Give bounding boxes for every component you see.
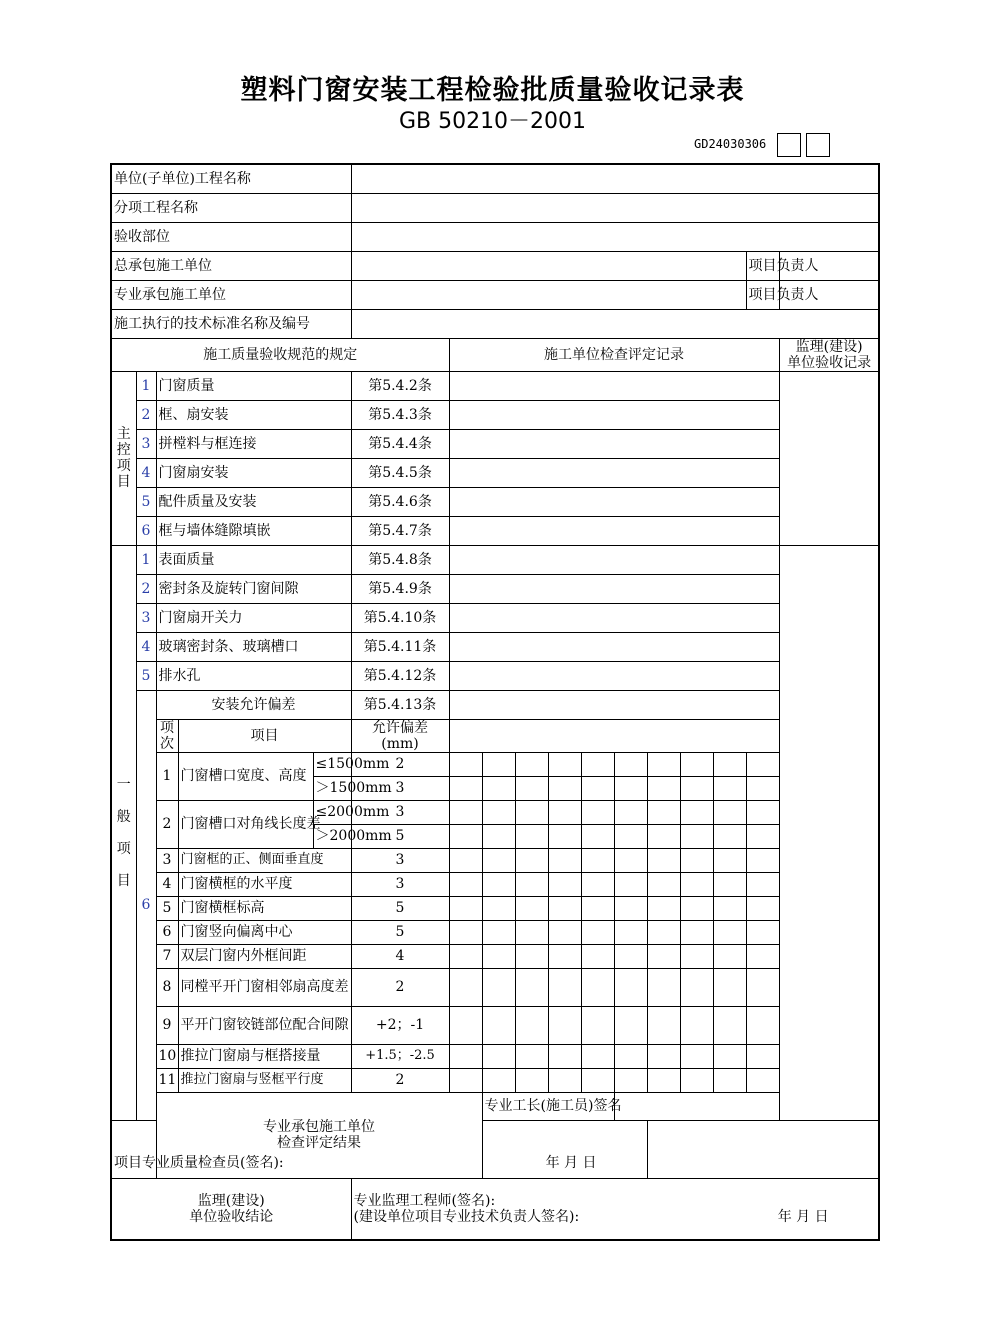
measure-cell[interactable] xyxy=(647,896,680,920)
main-item-no: 6 xyxy=(136,516,156,545)
measure-cell[interactable] xyxy=(581,968,614,1006)
measure-cell[interactable] xyxy=(581,752,614,776)
measure-cell[interactable] xyxy=(482,968,515,1006)
label-acceptance-part: 验收部位 xyxy=(111,222,351,251)
dev-value: +2；-1 xyxy=(351,1006,449,1044)
measure-cell[interactable] xyxy=(713,1068,746,1092)
measure-cell[interactable] xyxy=(680,848,713,872)
dev-item: 双层门窗内外框间距 xyxy=(178,944,351,968)
dev-value: 5 xyxy=(351,920,449,944)
measure-cell[interactable] xyxy=(515,800,548,824)
col-seq-header: 项次 xyxy=(156,719,178,752)
dev-value: 2 xyxy=(351,968,449,1006)
measure-cell[interactable] xyxy=(548,1006,581,1044)
measure-cell[interactable] xyxy=(680,968,713,1006)
measure-cell[interactable] xyxy=(713,848,746,872)
foreman-signature[interactable] xyxy=(614,1092,779,1120)
general-item-record[interactable] xyxy=(449,632,779,661)
measure-cell[interactable] xyxy=(449,1068,482,1092)
dev-item: 门窗框的正、侧面垂直度 xyxy=(178,848,351,872)
measure-cell[interactable] xyxy=(449,1044,482,1068)
dev-value: 5 xyxy=(351,824,449,848)
measure-cell[interactable] xyxy=(680,1006,713,1044)
measure-cell[interactable] xyxy=(548,896,581,920)
dev-item: 门窗横框标高 xyxy=(178,896,351,920)
general-item-clause: 第5.4.9条 xyxy=(351,574,449,603)
measure-cell[interactable] xyxy=(680,1068,713,1092)
deviation-clause: 第5.4.13条 xyxy=(351,690,449,719)
measure-cell[interactable] xyxy=(746,896,779,920)
measure-cell[interactable] xyxy=(746,1068,779,1092)
general-item-record[interactable] xyxy=(449,574,779,603)
measure-cell[interactable] xyxy=(482,1006,515,1044)
measure-cell[interactable] xyxy=(515,848,548,872)
foreman-label: 专业工长(施工员)签名 xyxy=(482,1092,614,1120)
label-general-contractor: 总承包施工单位 xyxy=(111,251,351,280)
measure-cell[interactable] xyxy=(647,944,680,968)
main-item-name: 配件质量及安装 xyxy=(156,487,351,516)
measure-cell[interactable] xyxy=(680,800,713,824)
dev-seq: 10 xyxy=(156,1044,178,1068)
measure-cell[interactable] xyxy=(614,1006,647,1044)
measure-cell[interactable] xyxy=(680,824,713,848)
main-item-no: 1 xyxy=(136,371,156,400)
header-spec: 施工质量验收规范的规定 xyxy=(111,338,449,371)
standard-code: GB 50210－2001 xyxy=(398,109,587,134)
dev-item: 同樘平开门窗相邻扇高度差 xyxy=(178,968,351,1006)
general-item-clause: 第5.4.12条 xyxy=(351,661,449,690)
measure-cell[interactable] xyxy=(482,752,515,776)
main-item-record[interactable] xyxy=(449,429,779,458)
main-control-label: 主 控 项 目 xyxy=(111,371,136,545)
measure-cell[interactable] xyxy=(515,896,548,920)
measure-cell[interactable] xyxy=(548,776,581,800)
main-item-name: 框与墙体缝隙填嵌 xyxy=(156,516,351,545)
measure-cell[interactable] xyxy=(515,776,548,800)
deviation-name: 安装允许偏差 xyxy=(156,690,351,719)
label-unit-project: 单位(子单位)工程名称 xyxy=(111,164,351,193)
measure-cell[interactable] xyxy=(449,968,482,1006)
dev-value: 2 xyxy=(351,1068,449,1092)
dev-value: 3 xyxy=(351,800,449,824)
col-allow-header: 允许偏差 (mm) xyxy=(351,719,449,752)
measure-cell[interactable] xyxy=(647,848,680,872)
measure-cell[interactable] xyxy=(581,1068,614,1092)
measure-cell[interactable] xyxy=(515,920,548,944)
measure-cell[interactable] xyxy=(746,776,779,800)
measure-cell[interactable] xyxy=(614,944,647,968)
dev-value: +1.5；-2.5 xyxy=(351,1044,449,1068)
general-item-record[interactable] xyxy=(449,661,779,690)
supervisor-labels: 专业监理工程师(签名): (建设单位项目专业技术负责人签名): xyxy=(353,1192,580,1225)
measure-cell[interactable] xyxy=(713,944,746,968)
measure-cell[interactable] xyxy=(482,1044,515,1068)
measure-cell[interactable] xyxy=(581,872,614,896)
label-project-manager-1: 项目负责人 xyxy=(746,251,779,280)
general-item-no: 3 xyxy=(136,603,156,632)
measure-cell[interactable] xyxy=(449,896,482,920)
general-supervisor-record[interactable] xyxy=(779,545,879,1120)
label-specialty-contractor: 专业承包施工单位 xyxy=(111,280,351,309)
measure-cell[interactable] xyxy=(515,1044,548,1068)
measure-cell[interactable] xyxy=(746,944,779,968)
general-item-clause: 第5.4.11条 xyxy=(351,632,449,661)
general-item-clause: 第5.4.8条 xyxy=(351,545,449,574)
measure-cell[interactable] xyxy=(482,848,515,872)
inspector-area[interactable] xyxy=(111,1120,647,1148)
measure-cell[interactable] xyxy=(680,752,713,776)
measure-cell[interactable] xyxy=(482,1068,515,1092)
dev-item: 门窗竖向偏离中心 xyxy=(178,920,351,944)
measure-cell[interactable] xyxy=(614,920,647,944)
main-item-record[interactable] xyxy=(449,400,779,429)
main-item-clause: 第5.4.2条 xyxy=(351,371,449,400)
measure-cell[interactable] xyxy=(581,944,614,968)
measure-cell[interactable] xyxy=(515,968,548,1006)
label-subitem-project: 分项工程名称 xyxy=(111,193,351,222)
page-title: 塑料门窗安装工程检验批质量验收记录表 xyxy=(240,75,745,106)
measure-cell[interactable] xyxy=(482,776,515,800)
dev-value: 3 xyxy=(351,848,449,872)
dev-seq: 8 xyxy=(156,968,178,1006)
measure-cell[interactable] xyxy=(548,800,581,824)
main-item-clause: 第5.4.5条 xyxy=(351,458,449,487)
measure-cell[interactable] xyxy=(548,872,581,896)
measure-cell[interactable] xyxy=(713,968,746,1006)
measure-cell[interactable] xyxy=(647,1006,680,1044)
field-tech-standard[interactable] xyxy=(351,309,879,338)
measure-cell[interactable] xyxy=(515,944,548,968)
measure-cell[interactable] xyxy=(614,848,647,872)
general-item-name: 密封条及旋转门窗间隙 xyxy=(156,574,351,603)
general-item-no: 4 xyxy=(136,632,156,661)
dev-item: 推拉门窗扇与竖框平行度 xyxy=(178,1068,351,1092)
measure-cell[interactable] xyxy=(746,1006,779,1044)
measure-cell[interactable] xyxy=(482,872,515,896)
dev-item: 门窗槽口宽度、高度 xyxy=(178,752,313,800)
dev-seq: 9 xyxy=(156,1006,178,1044)
measure-cell[interactable] xyxy=(680,920,713,944)
measure-cell[interactable] xyxy=(713,800,746,824)
measure-cell[interactable] xyxy=(614,896,647,920)
main-item-record[interactable] xyxy=(449,458,779,487)
measure-cell[interactable] xyxy=(482,896,515,920)
main-item-clause: 第5.4.6条 xyxy=(351,487,449,516)
measure-cell[interactable] xyxy=(746,824,779,848)
measure-cell[interactable] xyxy=(581,824,614,848)
dev-seq: 7 xyxy=(156,944,178,968)
measure-cell[interactable] xyxy=(713,896,746,920)
inspector-label: 项目专业质量检查员(签名): xyxy=(114,1154,284,1171)
main-item-name: 门窗扇安装 xyxy=(156,458,351,487)
dev-item: 推拉门窗扇与框搭接量 xyxy=(178,1044,351,1068)
main-item-clause: 第5.4.7条 xyxy=(351,516,449,545)
measure-cell[interactable] xyxy=(746,872,779,896)
main-item-name: 门窗质量 xyxy=(156,371,351,400)
dev-value: 4 xyxy=(351,944,449,968)
main-item-no: 3 xyxy=(136,429,156,458)
record-form xyxy=(110,163,880,1241)
measure-cell[interactable] xyxy=(548,968,581,1006)
measure-cell[interactable] xyxy=(746,752,779,776)
dev-sub: ≤2000mm xyxy=(313,800,351,824)
measure-cell[interactable] xyxy=(614,800,647,824)
measure-cell[interactable] xyxy=(449,944,482,968)
deviation-no: 6 xyxy=(136,690,156,1120)
general-item-record[interactable] xyxy=(449,545,779,574)
measure-cell[interactable] xyxy=(449,848,482,872)
measure-cell[interactable] xyxy=(713,824,746,848)
main-item-record[interactable] xyxy=(449,371,779,400)
measure-cell[interactable] xyxy=(581,776,614,800)
dev-item: 门窗横框的水平度 xyxy=(178,872,351,896)
dev-sub: ＞2000mm xyxy=(313,824,351,848)
measure-cell[interactable] xyxy=(647,920,680,944)
measure-cell[interactable] xyxy=(713,920,746,944)
measure-cell[interactable] xyxy=(482,920,515,944)
measure-cell[interactable] xyxy=(746,848,779,872)
main-item-clause: 第5.4.4条 xyxy=(351,429,449,458)
code-box-2[interactable] xyxy=(806,133,830,157)
main-item-no: 4 xyxy=(136,458,156,487)
dev-seq: 2 xyxy=(156,800,178,848)
supervisor-conclusion-label: 监理(建设) 单位验收结论 xyxy=(111,1178,351,1240)
general-item-clause: 第5.4.10条 xyxy=(351,603,449,632)
dev-seq: 4 xyxy=(156,872,178,896)
general-item-name: 排水孔 xyxy=(156,661,351,690)
measure-cell[interactable] xyxy=(746,800,779,824)
measure-cell[interactable] xyxy=(680,1044,713,1068)
general-item-no: 1 xyxy=(136,545,156,574)
dev-value: 2 xyxy=(351,752,449,776)
measure-cell[interactable] xyxy=(614,872,647,896)
measure-cell[interactable] xyxy=(647,824,680,848)
measure-cell[interactable] xyxy=(647,752,680,776)
main-item-no: 5 xyxy=(136,487,156,516)
measure-cell[interactable] xyxy=(680,776,713,800)
measure-cell[interactable] xyxy=(449,800,482,824)
measure-cell[interactable] xyxy=(449,920,482,944)
measure-cell[interactable] xyxy=(746,1044,779,1068)
measure-cell[interactable] xyxy=(581,920,614,944)
measure-cell[interactable] xyxy=(680,896,713,920)
inspector-date: 年 月 日 xyxy=(545,1154,597,1171)
col-measure-header xyxy=(449,719,779,752)
measure-cell[interactable] xyxy=(548,1044,581,1068)
measure-cell[interactable] xyxy=(614,1068,647,1092)
main-item-no: 2 xyxy=(136,400,156,429)
measure-cell[interactable] xyxy=(581,800,614,824)
measure-cell[interactable] xyxy=(647,968,680,1006)
dev-item: 平开门窗铰链部位配合间隙 xyxy=(178,1006,351,1044)
measure-cell[interactable] xyxy=(713,1044,746,1068)
dev-seq: 11 xyxy=(156,1068,178,1092)
measure-cell[interactable] xyxy=(449,1006,482,1044)
measure-cell[interactable] xyxy=(581,1044,614,1068)
form-code: GD24030306 xyxy=(694,137,767,151)
measure-cell[interactable] xyxy=(746,968,779,1006)
measure-cell[interactable] xyxy=(647,872,680,896)
measure-cell[interactable] xyxy=(680,944,713,968)
header-contractor-record: 施工单位检查评定记录 xyxy=(449,338,779,371)
contractor-result-label: 专业承包施工单位 检查评定结果 xyxy=(156,1092,482,1178)
measure-cell[interactable] xyxy=(548,752,581,776)
label-project-manager-2: 项目负责人 xyxy=(746,280,779,309)
measure-cell[interactable] xyxy=(548,944,581,968)
deviation-record[interactable] xyxy=(449,690,779,719)
field-acceptance-part[interactable] xyxy=(351,222,879,251)
general-item-no: 2 xyxy=(136,574,156,603)
dev-value: 3 xyxy=(351,872,449,896)
measure-cell[interactable] xyxy=(614,752,647,776)
measure-cell[interactable] xyxy=(515,872,548,896)
general-item-name: 玻璃密封条、玻璃槽口 xyxy=(156,632,351,661)
measure-cell[interactable] xyxy=(614,968,647,1006)
measure-cell[interactable] xyxy=(515,1006,548,1044)
measure-cell[interactable] xyxy=(515,752,548,776)
measure-cell[interactable] xyxy=(515,824,548,848)
dev-seq: 6 xyxy=(156,920,178,944)
measure-cell[interactable] xyxy=(581,848,614,872)
measure-cell[interactable] xyxy=(614,1044,647,1068)
measure-cell[interactable] xyxy=(713,872,746,896)
general-item-record[interactable] xyxy=(449,603,779,632)
measure-cell[interactable] xyxy=(647,1068,680,1092)
main-supervisor-record[interactable] xyxy=(779,371,879,545)
measure-cell[interactable] xyxy=(713,776,746,800)
measure-cell[interactable] xyxy=(647,776,680,800)
measure-cell[interactable] xyxy=(680,872,713,896)
main-item-record[interactable] xyxy=(449,487,779,516)
main-item-record[interactable] xyxy=(449,516,779,545)
supervisor-date: 年 月 日 xyxy=(777,1208,829,1225)
measure-cell[interactable] xyxy=(548,1068,581,1092)
measure-cell[interactable] xyxy=(647,800,680,824)
general-item-name: 门窗扇开关力 xyxy=(156,603,351,632)
measure-cell[interactable] xyxy=(482,944,515,968)
measure-cell[interactable] xyxy=(515,1068,548,1092)
field-unit-project[interactable] xyxy=(351,164,879,193)
measure-cell[interactable] xyxy=(746,920,779,944)
dev-value: 5 xyxy=(351,896,449,920)
main-item-clause: 第5.4.3条 xyxy=(351,400,449,429)
inspector-signature[interactable] xyxy=(111,1148,647,1178)
field-general-contractor[interactable] xyxy=(351,251,746,280)
dev-seq: 5 xyxy=(156,896,178,920)
header-supervisor-record: 监理(建设) 单位验收记录 xyxy=(779,338,879,371)
field-subitem-project[interactable] xyxy=(351,193,879,222)
general-label: 一 般 项 目 xyxy=(111,545,136,1120)
main-item-name: 拼樘料与框连接 xyxy=(156,429,351,458)
measure-cell[interactable] xyxy=(482,824,515,848)
dev-item: 门窗槽口对角线长度差 xyxy=(178,800,313,848)
dev-seq: 1 xyxy=(156,752,178,800)
measure-cell[interactable] xyxy=(581,896,614,920)
measure-cell[interactable] xyxy=(713,752,746,776)
dev-seq: 3 xyxy=(156,848,178,872)
dev-sub: ≤1500mm xyxy=(313,752,351,776)
measure-cell[interactable] xyxy=(647,1044,680,1068)
measure-cell[interactable] xyxy=(449,872,482,896)
measure-cell[interactable] xyxy=(449,776,482,800)
measure-cell[interactable] xyxy=(548,824,581,848)
dev-sub: ＞1500mm xyxy=(313,776,351,800)
code-box-1[interactable] xyxy=(777,133,801,157)
general-item-no: 5 xyxy=(136,661,156,690)
dev-value: 3 xyxy=(351,776,449,800)
measure-cell[interactable] xyxy=(449,752,482,776)
main-item-name: 框、扇安装 xyxy=(156,400,351,429)
label-tech-standard: 施工执行的技术标准名称及编号 xyxy=(111,309,351,338)
measure-cell[interactable] xyxy=(614,824,647,848)
supervisor-signature[interactable] xyxy=(351,1178,879,1240)
col-item-header: 项目 xyxy=(178,719,351,752)
measure-cell[interactable] xyxy=(548,848,581,872)
measure-cell[interactable] xyxy=(614,776,647,800)
measure-cell[interactable] xyxy=(713,1006,746,1044)
measure-cell[interactable] xyxy=(548,920,581,944)
measure-cell[interactable] xyxy=(581,1006,614,1044)
measure-cell[interactable] xyxy=(482,800,515,824)
general-item-name: 表面质量 xyxy=(156,545,351,574)
field-specialty-contractor[interactable] xyxy=(351,280,746,309)
measure-cell[interactable] xyxy=(449,824,482,848)
